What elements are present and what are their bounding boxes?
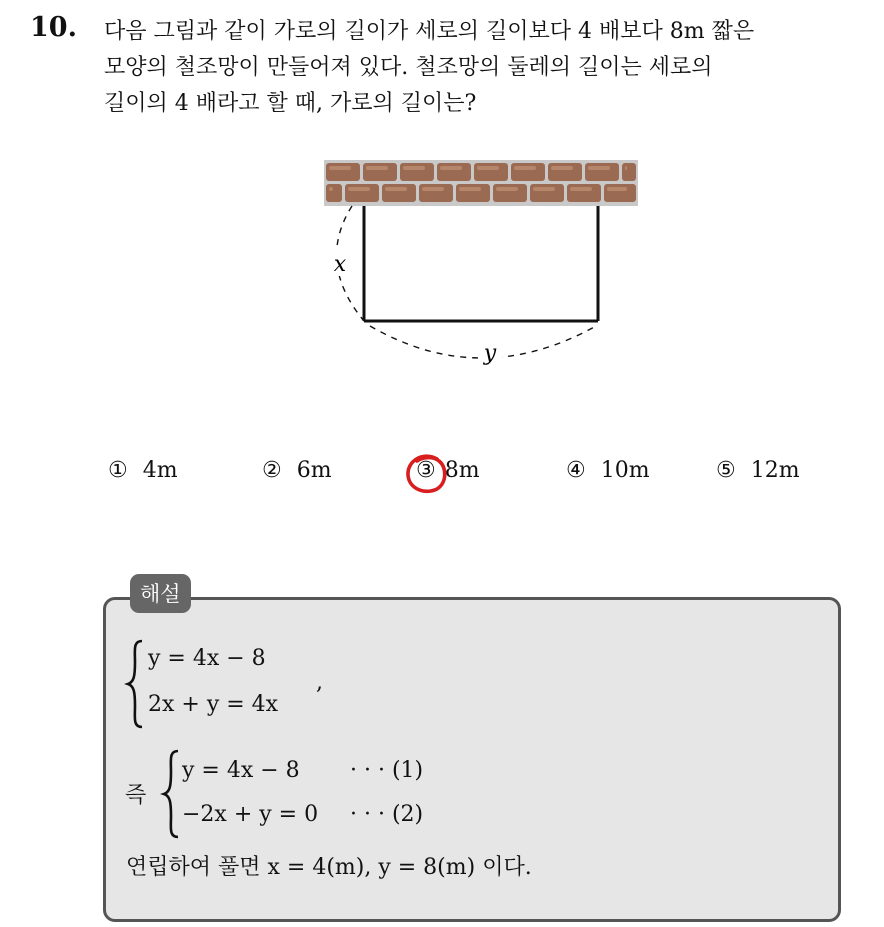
brick xyxy=(622,163,636,181)
brick xyxy=(474,163,508,181)
choice-2-text: 6m xyxy=(296,458,332,483)
system1-eq1: y = 4x − 8 xyxy=(148,646,266,671)
selected-answer-circle xyxy=(403,451,451,499)
choice-1-text: 4m xyxy=(142,458,178,483)
fence-figure xyxy=(310,150,650,380)
choice-4-text: 10m xyxy=(600,458,650,483)
brick-highlight xyxy=(514,166,536,170)
question-text xyxy=(104,14,864,122)
choice-2-mark: ② xyxy=(262,458,282,483)
choice-1[interactable] xyxy=(108,458,178,483)
brick xyxy=(511,163,545,181)
brick-highlight xyxy=(329,187,333,191)
system1-eq2: 2x + y = 4x xyxy=(148,692,279,717)
brick-highlight xyxy=(459,187,481,191)
question-line-1: 다음 그림과 같이 가로의 길이가 세로의 길이보다 4 배보다 8m 짧은 xyxy=(104,19,755,44)
brick xyxy=(382,184,416,202)
brick xyxy=(345,184,379,202)
system2-eq2-ref: · · · (2) xyxy=(350,802,424,827)
brick xyxy=(567,184,601,202)
answer-choices xyxy=(108,458,848,498)
choice-2[interactable] xyxy=(262,458,332,483)
brick xyxy=(326,184,342,202)
brick-highlight xyxy=(607,187,627,191)
brace-icon xyxy=(124,638,148,730)
choice-4-mark: ④ xyxy=(566,458,586,483)
system1-comma: , xyxy=(316,670,323,695)
question-number: 10. xyxy=(30,12,77,43)
brick-highlight xyxy=(403,166,425,170)
brace-icon xyxy=(160,748,184,840)
brick xyxy=(548,163,582,181)
brick-highlight xyxy=(422,187,444,191)
system2-eq1-ref: · · · (1) xyxy=(350,758,424,783)
brick xyxy=(419,184,453,202)
brick-highlight xyxy=(440,166,462,170)
choice-1-mark: ① xyxy=(108,458,128,483)
brick-highlight xyxy=(366,166,388,170)
brick xyxy=(326,163,360,181)
brick xyxy=(437,163,471,181)
choice-5-text: 12m xyxy=(750,458,800,483)
brick xyxy=(493,184,527,202)
brick xyxy=(585,163,619,181)
label-y: y xyxy=(483,341,497,366)
system2-eq1: y = 4x − 8 xyxy=(182,758,300,783)
question-line-3: 길이의 4 배라고 할 때, 가로의 길이는? xyxy=(104,91,477,116)
brick-highlight xyxy=(329,166,351,170)
brick-highlight xyxy=(385,187,407,191)
solution-conclusion: 연립하여 풀면 x = 4(m), y = 8(m) 이다. xyxy=(126,855,532,880)
solution-tag: 해설 xyxy=(130,574,191,613)
brick-highlight xyxy=(551,166,573,170)
choice-3-mark: ③ xyxy=(416,458,436,483)
choice-3-text: 8m xyxy=(444,458,480,483)
brick-highlight xyxy=(533,187,555,191)
brick-highlight xyxy=(625,166,627,170)
choice-4[interactable] xyxy=(566,458,650,483)
brick-highlight xyxy=(496,187,518,191)
brick-highlight xyxy=(477,166,499,170)
brick-highlight xyxy=(570,187,592,191)
brick-highlight xyxy=(348,187,370,191)
choice-5-mark: ⑤ xyxy=(716,458,736,483)
label-x: x xyxy=(333,252,347,277)
brick xyxy=(530,184,564,202)
brick-highlight xyxy=(588,166,610,170)
brick xyxy=(456,184,490,202)
system2-eq2: −2x + y = 0 xyxy=(182,802,319,827)
brick xyxy=(400,163,434,181)
brick xyxy=(604,184,636,202)
brick xyxy=(363,163,397,181)
question-line-2: 모양의 철조망이 만들어져 있다. 철조망의 둘레의 길이는 세로의 xyxy=(104,55,713,80)
choice-5[interactable] xyxy=(716,458,800,483)
solution-prefix: 즉 xyxy=(125,783,147,808)
